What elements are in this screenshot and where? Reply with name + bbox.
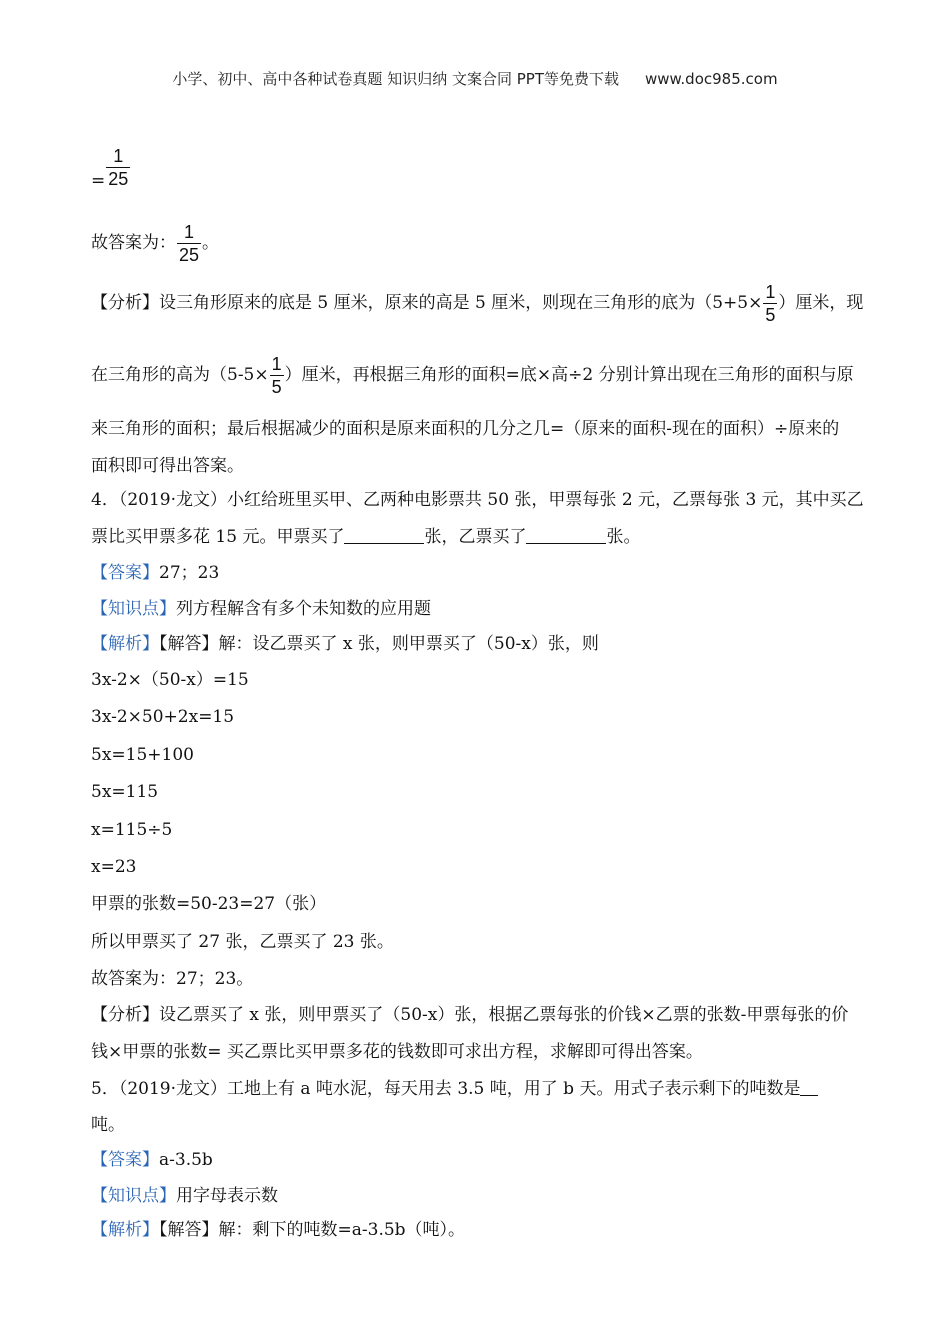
analysis-line-4: 面积即可得出答案。: [91, 456, 244, 476]
solution-conclusion: 所以甲票买了 27 张，乙票买了 23 张。: [91, 932, 394, 952]
answer-blank: [526, 525, 606, 544]
fraction-numerator: 1: [184, 222, 195, 242]
analysis-tag: 【分析】: [91, 1005, 159, 1025]
header-text: 小学、初中、高中各种试卷真题 知识归纳 文案合同 PPT等免费下载: [172, 70, 619, 88]
header-site: www.doc985.com: [644, 70, 778, 88]
knowledge-value: 用字母表示数: [176, 1186, 278, 1206]
fraction-1-5: [270, 354, 284, 397]
analysis-line-2: [91, 354, 854, 397]
fraction-1-25: [106, 146, 130, 189]
analysis-text: ）厘米，再根据三角形的面积=底×高÷2 分别计算出现在三角形的面积与原: [284, 365, 854, 385]
analysis-text: 设三角形原来的底是 5 厘米，原来的高是 5 厘米，则现在三角形的底为（5+5×: [159, 293, 763, 313]
eq-prefix: =: [91, 171, 106, 191]
solution-step: 甲票的张数=50-23=27（张）: [91, 894, 327, 914]
q4-solution: [91, 632, 599, 656]
analysis-text: 在三角形的高为（5-5×: [91, 365, 269, 385]
answer-blank: [800, 1077, 818, 1096]
answer-tag: 【答案】: [91, 1150, 159, 1170]
answer-line: [91, 222, 219, 265]
answer-prefix: 故答案为：: [91, 233, 176, 253]
fraction-denominator: 25: [179, 245, 200, 265]
answer-value: 27；23: [159, 563, 220, 583]
solution-intro: 解：设乙票买了 x 张，则甲票买了（50-x）张，则: [218, 634, 599, 654]
answer-tag: 【答案】: [91, 563, 159, 583]
knowledge-tag: 【知识点】: [91, 599, 176, 619]
q5-solution: [91, 1218, 465, 1242]
solution-step: 5x=115: [91, 782, 159, 802]
fraction-numerator: 1: [113, 146, 124, 166]
solution-text: 解：剩下的吨数=a-3.5b（吨）。: [218, 1220, 466, 1240]
q4-stem-text: 张，乙票买了: [424, 527, 527, 547]
fraction-numerator: 1: [271, 354, 282, 374]
analysis-text: 设乙票买了 x 张，则甲票买了（50-x）张，根据乙票每张的价钱×乙票的张数-甲票每张的价: [159, 1005, 849, 1025]
q5-answer: [91, 1148, 213, 1172]
q5-stem-line-1: [91, 1077, 818, 1101]
analysis-text: ）厘米，现: [778, 293, 864, 313]
solution-step: x=115÷5: [91, 820, 173, 840]
answer-fraction: [177, 222, 201, 265]
q5-stem-line-2: 吨。: [91, 1115, 125, 1135]
knowledge-value: 列方程解含有多个未知数的应用题: [176, 599, 431, 619]
fraction-numerator: 1: [765, 282, 776, 302]
knowledge-tag: 【知识点】: [91, 1186, 176, 1206]
q4-stem-line-2: [91, 525, 640, 549]
eq-result-line: [91, 146, 131, 193]
solution-final: 故答案为：27；23。: [91, 969, 254, 989]
analysis-tag: 【分析】: [91, 293, 159, 313]
solution-step: 3x-2×（50-x）=15: [91, 670, 249, 690]
fraction-denominator: 5: [765, 305, 776, 325]
q4-knowledge: [91, 597, 431, 621]
solution-tag-2: 【解答】: [159, 1220, 219, 1240]
analysis-line-3: 来三角形的面积；最后根据减少的面积是原来面积的几分之几=（原来的面积-现在的面积）÷原来的: [91, 419, 840, 439]
q4-stem-text: 张。: [606, 527, 641, 547]
q4-analysis-line-2: 钱×甲票的张数= 买乙票比买甲票多花的钱数即可求出方程，求解即可得出答案。: [91, 1042, 703, 1062]
solution-tag: 【解析】: [91, 1220, 159, 1240]
q4-stem-text: 票比买甲票多花 15 元。甲票买了: [91, 527, 345, 547]
solution-tag: 【解析】: [91, 634, 159, 654]
answer-suffix: 。: [202, 233, 220, 253]
solution-step: x=23: [91, 857, 137, 877]
answer-blank: [344, 525, 424, 544]
analysis-line-1: [91, 282, 863, 325]
page-header: [0, 68, 950, 89]
q5-stem-text: 5．（2019·龙文）工地上有 a 吨水泥，每天用去 3.5 吨，用了 b 天。用式子表示剩下的吨数是: [91, 1079, 801, 1099]
answer-value: a-3.5b: [159, 1150, 213, 1170]
fraction-denominator: 5: [271, 377, 282, 397]
q4-answer: [91, 561, 219, 585]
fraction-1-5: [763, 282, 777, 325]
q5-knowledge: [91, 1184, 278, 1208]
q4-analysis-line-1: [91, 1003, 848, 1027]
solution-step: 5x=15+100: [91, 745, 194, 765]
fraction-denominator: 25: [108, 169, 129, 189]
q4-stem-line-1: 4．（2019·龙文）小红给班里买甲、乙两种电影票共 50 张，甲票每张 2 元，乙票每张 3 元，其中买乙: [91, 490, 864, 510]
solution-tag-2: 【解答】: [159, 634, 219, 654]
solution-step: 3x-2×50+2x=15: [91, 707, 235, 727]
